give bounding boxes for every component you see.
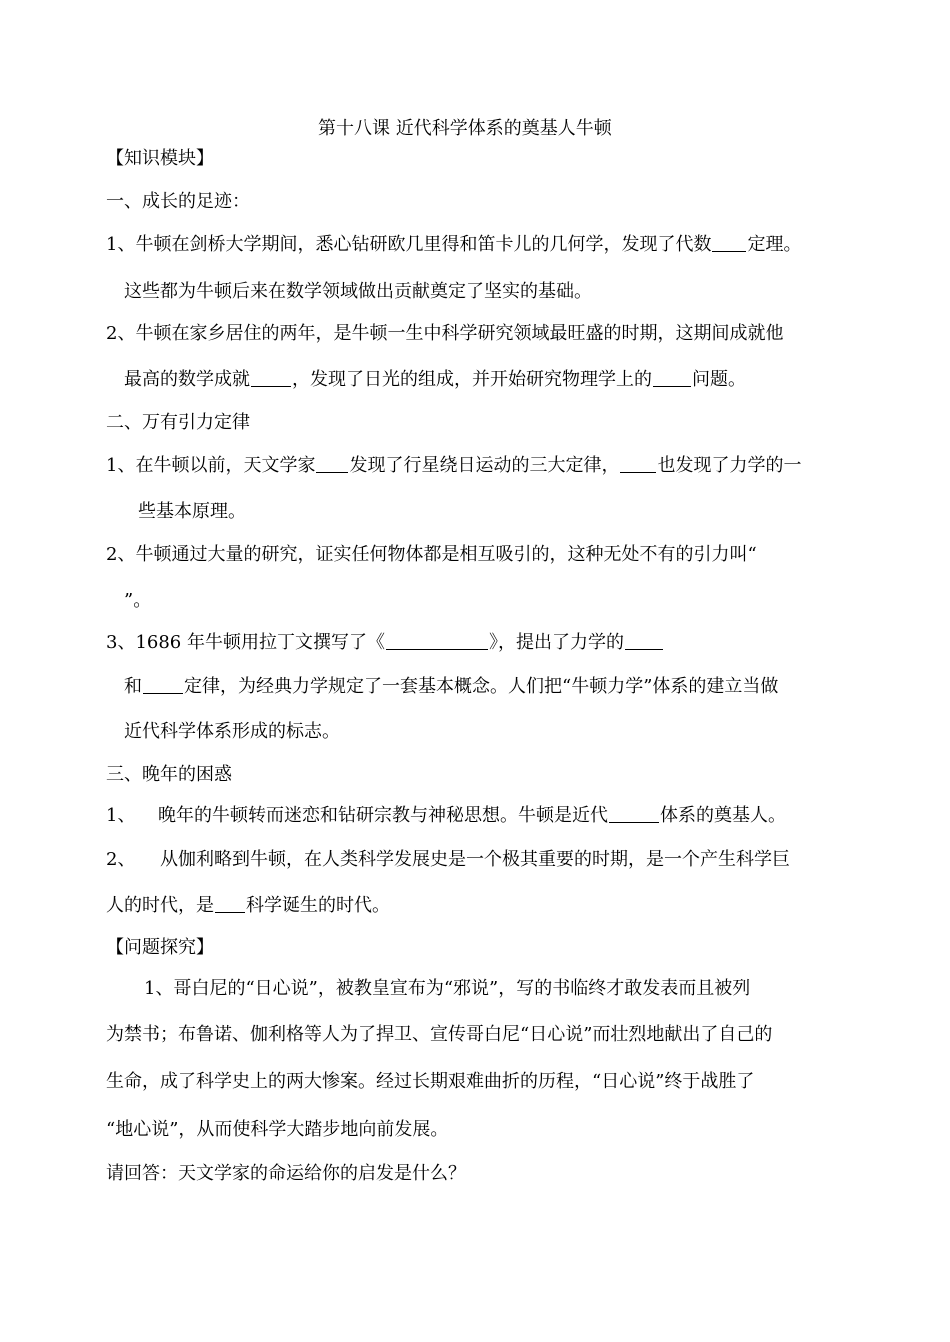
section-knowledge-heading: 【知识模块】	[106, 148, 214, 169]
part1-item1-line1	[106, 233, 801, 257]
part3-item1	[106, 804, 786, 828]
part1-item2-text-b: 最高的数学成就	[124, 369, 250, 390]
part2-item3-text-b: 》，提出了力学的	[488, 632, 624, 653]
part1-item2-line1: 2、牛顿在家乡居住的两年，是牛顿一生中科学研究领域最旺盛的时期，这期间成就他	[106, 323, 784, 344]
part3-item2-text-b: 人的时代，是	[106, 895, 214, 916]
part2-item3-line2	[124, 675, 778, 699]
fill-blank[interactable]	[215, 894, 245, 913]
part1-item2-line2	[124, 368, 746, 392]
part1-item1-text-b: 定理。	[747, 234, 802, 255]
part2-item2-line1: 2、牛顿通过大量的研究，证实任何物体都是相互吸引的，这种无处不有的引力叫“	[106, 544, 757, 565]
fill-blank[interactable]	[143, 675, 183, 694]
fill-blank[interactable]	[251, 368, 291, 387]
part3-item2-num: 2、	[106, 849, 136, 870]
inquiry-paragraph-line1: 1、哥白尼的“日心说”，被教皇宣布为“邪说”，写的书临终才敢发表而且被列	[144, 978, 751, 999]
part3-item2-text-c: 科学诞生的时代。	[246, 895, 390, 916]
fill-blank[interactable]	[712, 233, 746, 252]
inquiry-paragraph-line4: “地心说”，从而使科学大踏步地向前发展。	[106, 1119, 449, 1140]
part3-item2-line2	[106, 894, 390, 918]
part2-item1-text-c: 也发现了力学的一	[657, 455, 802, 476]
part2-item2-line2: ”。	[124, 590, 152, 611]
part1-item2-text-d: 问题。	[692, 369, 746, 390]
part1-heading: 一、成长的足迹：	[106, 191, 250, 212]
page-title: 第十八课 近代科学体系的奠基人牛顿	[318, 118, 612, 139]
part1-item2-text-c: ，发现了日光的组成，并开始研究物理学上的	[292, 369, 652, 390]
part2-heading: 二、万有引力定律	[106, 412, 250, 433]
section-inquiry-heading: 【问题探究】	[106, 937, 214, 958]
fill-blank[interactable]	[316, 454, 348, 473]
part1-item1-text-a: 1、牛顿在剑桥大学期间，悉心钻研欧几里得和笛卡儿的几何学，发现了代数	[106, 234, 712, 255]
part2-item3-line1	[106, 631, 664, 655]
fill-blank[interactable]	[620, 454, 656, 473]
part2-item3-text-d: 定律，为经典力学规定了一套基本概念。人们把“牛顿力学”体系的建立当做	[184, 676, 779, 697]
inquiry-paragraph-line3: 生命，成了科学史上的两大惨案。经过长期艰难曲折的历程，“日心说”终于战胜了	[106, 1071, 755, 1092]
part2-item1-line2: 些基本原理。	[138, 501, 246, 522]
part3-heading: 三、晚年的困惑	[106, 764, 232, 785]
part3-item1-text-a: 晚年的牛顿转而迷恋和钻研宗教与神秘思想。牛顿是近代	[158, 805, 608, 826]
part2-item1-line1	[106, 454, 801, 478]
part2-item1-text-a: 1、在牛顿以前，天文学家	[106, 455, 316, 476]
part1-item1-line2: 这些都为牛顿后来在数学领域做出贡献奠定了坚实的基础。	[124, 281, 592, 302]
fill-blank[interactable]	[625, 631, 663, 650]
fill-blank[interactable]	[609, 804, 659, 823]
inquiry-question: 请回答：天文学家的命运给你的启发是什么？	[106, 1163, 466, 1184]
part3-item2-line1	[106, 848, 790, 872]
part3-item1-text-b: 体系的奠基人。	[660, 805, 786, 826]
part3-item2-text-a: 从伽利略到牛顿，在人类科学发展史是一个极其重要的时期，是一个产生科学巨	[160, 849, 790, 870]
fill-blank[interactable]	[386, 631, 488, 650]
part3-item1-num: 1、	[106, 805, 136, 826]
part2-item3-line3: 近代科学体系形成的标志。	[124, 721, 340, 742]
part2-item3-text-a: 3、1686 年牛顿用拉丁文撰写了《	[106, 632, 385, 653]
part2-item3-text-c: 和	[124, 676, 142, 697]
inquiry-paragraph-line2: 为禁书；布鲁诺、伽利格等人为了捍卫、宣传哥白尼“日心说”而壮烈地献出了自己的	[106, 1024, 773, 1045]
fill-blank[interactable]	[653, 368, 691, 387]
part2-item1-text-b: 发现了行星绕日运动的三大定律，	[349, 455, 620, 476]
